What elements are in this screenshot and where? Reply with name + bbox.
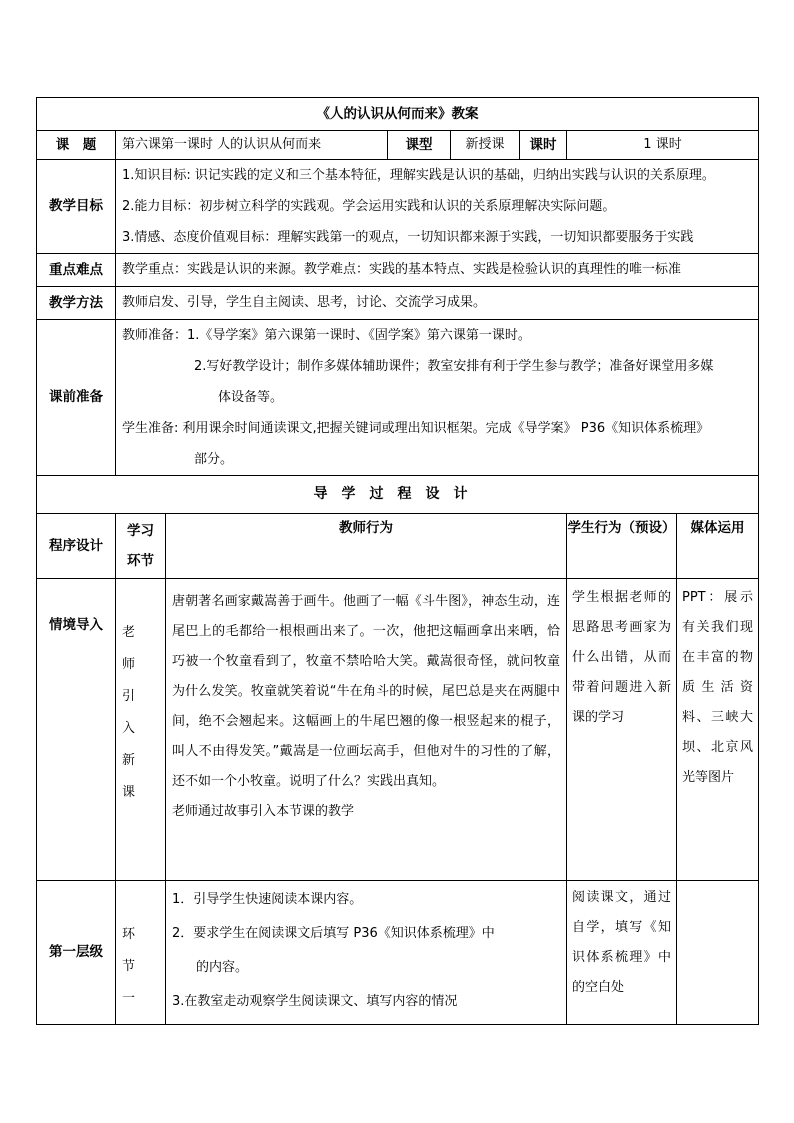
row-level1-stage: 环节一 [116,881,166,1025]
lesson-plan-document [36,97,758,1025]
methods-text: 教师启发、引导，学生自主阅读、思考，讨论、交流学习成果。 [116,287,759,320]
key-points-text: 教学重点：实践是认识的来源。教学难点：实践的基本特点、实践是检验认识的真理性的唯一标准 [116,254,759,287]
row-intro-program: 情境导入 [37,579,116,881]
prep-teacher-line-3: 体设备等。 [218,390,284,405]
topic-label: 课 题 [37,131,116,160]
prep-row [37,320,759,476]
key-points-label: 重点难点 [37,254,116,287]
methods-label: 教学方法 [37,287,116,320]
prep-teacher-line-1: 教师准备：1.《导学案》第六课第一课时、《固学案》第六课第一课时。 [122,328,531,343]
row-level1-media [677,881,759,1025]
goal-attitude: 3.情感、态度价值观目标：理解实践第一的观点，一切知识都来源于实践，一切知识都要服务于实践 [122,230,694,245]
key-points-row [37,254,759,287]
row-level1-student: 阅读课文，通过自学，填写《知识体系梳理》中的空白处 [567,881,677,1025]
level1-step-1: 1．引导学生快速阅读本课内容。 [172,892,363,907]
level1-step-2-cont: 的内容。 [196,960,249,975]
intro-story-text: 唐朝著名画家戴嵩善于画牛。他画了一幅《斗牛图》，神态生动，连尾巴上的毛都给一根根画出来了。一次，他把这幅画拿出来晒，恰巧被一个牧童看到了，牧童不禁哈哈大笑。戴嵩很奇怪，就问牧童为什么发笑。牧童就笑着说“牛在角斗的时候，尾巴总是夹在两腿中间，绝不会翘起来。这幅画上的牛尾巴翘的像一根竖起来的棍子，叫人不由得发笑。”戴嵩是一位画坛高手，但他对牛的习性的了解，还不如一个小牧童。说明了什么？实践出真知。 [172,594,560,789]
goals-content [116,160,759,254]
lesson-plan-table [36,97,759,1025]
prep-content [116,320,759,476]
row-intro-media: PPT：展示有关我们现在丰富的物质生活资料、三峡大坝、北京风光等图片 [677,579,759,881]
prep-teacher-line-2: 2.写好教学设计；制作多媒体辅助课件；教室安排有利于学生参与教学；准备好课堂用多媒 [194,359,714,374]
header-row [37,131,759,160]
prep-student-line-2: 部分。 [194,452,234,467]
goal-ability: 2.能力目标：初步树立科学的实践观。学会运用实践和认识的关系原理解决实际问题。 [122,199,616,214]
row-intro-student: 学生根据老师的思路思考画家为什么出错，从而带着问题进入新课的学习 [567,579,677,881]
prep-label: 课前准备 [37,320,116,476]
row-intro-teacher [166,579,567,881]
topic-value: 第六课第一课时 人的认识从何而来 [116,131,388,160]
col-teacher: 教师行为 [166,514,567,579]
prep-student-line-1: 学生准备: 利用课余时间通读课文,把握关键词或理出知识框架。完成《导学案》 P36《知识体系梳理》 [122,421,710,436]
type-label: 课型 [388,131,451,160]
intro-teacher-note: 老师通过故事引入本节课的教学 [172,804,355,819]
type-value: 新授课 [451,131,520,160]
process-row-level1 [37,881,759,1025]
title-row [37,98,759,131]
document-title: 《人的认识从何而来》教案 [37,98,759,131]
level1-step-3: 3.在教室走动观察学生阅读课文、填写内容的情况 [172,994,458,1009]
row-level1-teacher [166,881,567,1025]
goal-knowledge: 1.知识目标: 识记实践的定义和三个基本特征，理解实践是认识的基础，归纳出实践与认识的关系原理。 [122,168,715,183]
hours-label: 课时 [520,131,567,160]
goals-label: 教学目标 [37,160,116,254]
process-title: 导学过程设计 [37,476,759,514]
col-media: 媒体运用 [677,514,759,579]
col-program: 程序设计 [37,514,116,579]
goals-row [37,160,759,254]
col-student: 学生行为（预设） [567,514,677,579]
col-stage: 学习环节 [116,514,166,579]
hours-value: 1 课时 [567,131,759,160]
level1-step-2: 2．要求学生在阅读课文后填写 P36《知识体系梳理》中 [172,926,495,941]
process-title-row [37,476,759,514]
row-level1-program: 第一层级 [37,881,116,1025]
process-row-intro [37,579,759,881]
process-header-row [37,514,759,579]
row-intro-stage: 老师引入新课 [116,579,166,881]
methods-row [37,287,759,320]
